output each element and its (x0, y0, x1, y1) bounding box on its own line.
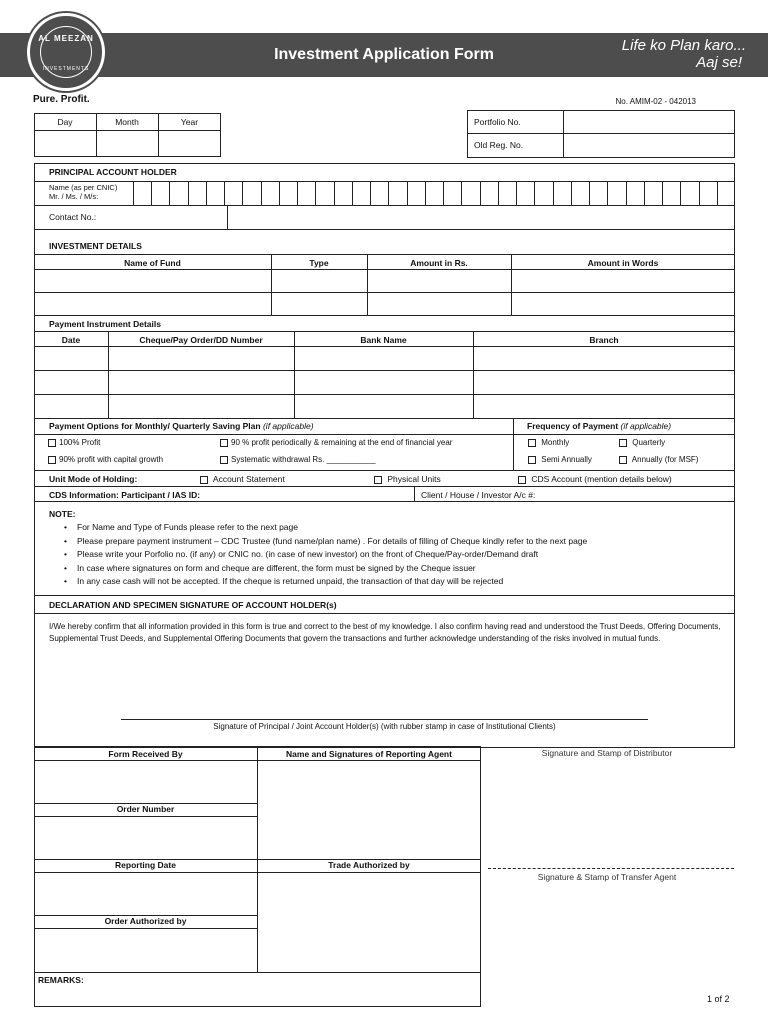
unit-account-statement[interactable]: Account Statement (200, 474, 285, 484)
slogan: Life ko Plan karo... Aaj se! (621, 37, 746, 71)
cds-participant-field[interactable] (225, 488, 413, 501)
name-char-box[interactable] (224, 181, 225, 205)
principal-heading: PRINCIPAL ACCOUNT HOLDER (49, 167, 177, 177)
form-title: Investment Application Form (274, 46, 494, 63)
name-char-box[interactable] (407, 181, 408, 205)
col-cheque-number: Cheque/Pay Order/DD Number (139, 335, 263, 345)
name-char-box[interactable] (315, 181, 316, 205)
name-char-box[interactable] (206, 181, 207, 205)
distributor-signature-area[interactable] (484, 760, 734, 866)
client-account-field[interactable] (555, 488, 733, 501)
name-char-box[interactable] (461, 181, 462, 205)
name-char-box[interactable] (662, 181, 663, 205)
portfolio-no-label: Portfolio No. (474, 117, 521, 127)
order-number-field[interactable] (35, 817, 257, 859)
investment-rows[interactable] (35, 270, 735, 315)
name-char-box[interactable] (151, 181, 152, 205)
col-name-of-fund: Name of Fund (124, 258, 181, 268)
investment-heading: INVESTMENT DETAILS (49, 241, 142, 251)
name-char-box[interactable] (626, 181, 627, 205)
name-char-box[interactable] (242, 181, 243, 205)
option-90-capital[interactable]: 90% profit with capital growth (48, 455, 163, 464)
freq-monthly[interactable]: Monthly (528, 438, 569, 447)
checkbox-account-statement[interactable] (200, 476, 208, 484)
checkbox-monthly[interactable] (528, 439, 536, 447)
option-90-periodic[interactable]: 90 % profit periodically & remaining at the end of financial year (220, 438, 452, 447)
name-char-box[interactable] (717, 181, 718, 205)
note-item: • For Name and Type of Funds please refer to the next page (49, 521, 729, 535)
unit-cds-account[interactable]: CDS Account (mention details below) (518, 474, 672, 484)
reporting-agent-field[interactable] (258, 761, 480, 859)
checkbox-quarterly[interactable] (619, 439, 627, 447)
name-char-box[interactable] (169, 181, 170, 205)
contact-label: Contact No.: (49, 212, 97, 222)
name-char-box[interactable] (443, 181, 444, 205)
order-authorized-field[interactable] (35, 929, 257, 971)
month-label: Month (115, 117, 139, 127)
unit-mode-label: Unit Mode of Holding: (49, 474, 138, 484)
name-char-box[interactable] (534, 181, 535, 205)
trade-authorized-field[interactable] (258, 873, 480, 971)
name-char-box[interactable] (133, 181, 134, 205)
tagline: Pure. Profit. (33, 94, 90, 105)
contact-field[interactable] (228, 206, 734, 228)
declaration-heading: DECLARATION AND SPECIMEN SIGNATURE OF ACCOUNT HOLDER(s) (49, 600, 337, 610)
cds-label: CDS Information: Participant / IAS ID: (49, 490, 201, 500)
transfer-agent-label: Signature & Stamp of Transfer Agent (537, 872, 677, 882)
year-field[interactable] (159, 131, 220, 156)
checkbox-physical-units[interactable] (374, 476, 382, 484)
name-char-box[interactable] (370, 181, 371, 205)
day-label: Day (57, 117, 73, 127)
checkbox-systematic-withdrawal[interactable] (220, 456, 228, 464)
declaration-text: I/We hereby confirm that all information provided in this form is true and correct to the best of my knowledge. I also confirm having read and understood the Trust Deeds, Offering Documents, Supplemental Trust Deeds, and Supplemental Offering Documents that govern the transactions and further acknowledge understanding of the risks involved in mutual funds. (49, 622, 721, 643)
name-char-box[interactable] (261, 181, 262, 205)
option-systematic-withdrawal[interactable]: Systematic withdrawal Rs. ___________ (220, 455, 376, 464)
checkbox-90-periodic[interactable] (220, 439, 228, 447)
freq-annually[interactable]: Annually (for MSF) (619, 455, 698, 464)
name-char-box[interactable] (279, 181, 280, 205)
freq-semi-annually[interactable]: Semi Annually (528, 455, 592, 464)
form-received-by-label: Form Received By (108, 749, 183, 759)
checkbox-cds-account[interactable] (518, 476, 526, 484)
payment-instrument-rows[interactable] (35, 347, 735, 418)
reporting-date-field[interactable] (35, 873, 257, 915)
name-char-box[interactable] (352, 181, 353, 205)
col-type: Type (309, 258, 329, 268)
day-field[interactable] (35, 131, 96, 156)
signature-caption: Signature of Principal / Joint Account Holder(s) (with rubber stamp in case of Institutional Clients) (213, 722, 556, 731)
name-char-box[interactable] (644, 181, 645, 205)
distributor-label: Signature and Stamp of Distributor (541, 748, 673, 758)
signature-area[interactable] (121, 660, 648, 718)
col-bank-name: Bank Name (360, 335, 407, 345)
page-number: 1 of 2 (707, 994, 730, 1004)
old-reg-no-label: Old Reg. No. (474, 140, 524, 150)
reporting-agent-label: Name and Signatures of Reporting Agent (286, 749, 452, 759)
order-number-label: Order Number (116, 804, 175, 814)
payment-options-heading: Payment Options for Monthly/ Quarterly Saving Plan (if applicable) (49, 421, 314, 431)
note-list (49, 521, 729, 589)
name-char-box[interactable] (498, 181, 499, 205)
note-item: • Please write your Porfolio no. (if any) or CNIC no. (in case of new investor) on the front of Cheque/Pay-order/Demand draft (49, 548, 729, 562)
name-char-box[interactable] (607, 181, 608, 205)
note-item: • In case where signatures on form and cheque are different, the form must be signed by the Cheque issuer (49, 562, 729, 576)
name-char-box[interactable] (388, 181, 389, 205)
remarks-field[interactable] (35, 986, 481, 1006)
note-item: • Please prepare payment instrument – CDC Trustee (fund name/plan name) . For details of filling of Cheque kindly refer to the next page (49, 535, 729, 549)
name-field[interactable] (133, 181, 735, 205)
payment-instrument-heading: Payment Instrument Details (49, 319, 161, 329)
name-label: Name (as per CNIC) Mr. / Ms. / M/s: (49, 183, 118, 201)
checkbox-100-profit[interactable] (48, 439, 56, 447)
freq-quarterly[interactable]: Quarterly (619, 438, 665, 447)
checkbox-90-capital[interactable] (48, 456, 56, 464)
reporting-date-label: Reporting Date (115, 860, 176, 870)
col-branch: Branch (589, 335, 619, 345)
name-char-box[interactable] (334, 181, 335, 205)
order-authorized-label: Order Authorized by (104, 916, 187, 926)
month-field[interactable] (97, 131, 158, 156)
old-reg-no-field[interactable] (564, 134, 734, 157)
name-char-box[interactable] (297, 181, 298, 205)
note-item: • In any case cash will not be accepted. If the cheque is returned unpaid, the transaction of that day will be rejected (49, 575, 729, 589)
name-char-box[interactable] (188, 181, 189, 205)
frequency-heading: Frequency of Payment (if applicable) (527, 421, 672, 431)
col-date: Date (61, 335, 81, 345)
name-char-box[interactable] (480, 181, 481, 205)
name-char-box[interactable] (571, 181, 572, 205)
year-label: Year (180, 117, 199, 127)
checkbox-semi-annually[interactable] (528, 456, 536, 464)
name-char-box[interactable] (553, 181, 554, 205)
trade-authorized-label: Trade Authorized by (328, 860, 410, 870)
transfer-agent-signature-area[interactable] (484, 884, 734, 990)
client-account-label: Client / House / Investor A/c #: (421, 490, 536, 500)
name-char-box[interactable] (425, 181, 426, 205)
unit-physical[interactable]: Physical Units (374, 474, 441, 484)
name-char-box[interactable] (699, 181, 700, 205)
name-char-box[interactable] (516, 181, 517, 205)
remarks-label: REMARKS: (38, 975, 84, 985)
name-char-box[interactable] (680, 181, 681, 205)
col-amount-rs: Amount in Rs. (410, 258, 468, 268)
col-amount-words: Amount in Words (587, 258, 659, 268)
checkbox-annually[interactable] (619, 456, 627, 464)
name-char-box[interactable] (589, 181, 590, 205)
portfolio-no-field[interactable] (564, 111, 734, 133)
form-received-by-field[interactable] (35, 761, 257, 803)
form-number: No. AMIM-02 - 042013 (615, 97, 696, 106)
note-heading: NOTE: (49, 509, 76, 519)
al-meezan-logo: AL MEEZAN INVESTMENTS (27, 13, 105, 91)
option-100-profit[interactable]: 100% Profit (48, 438, 100, 447)
